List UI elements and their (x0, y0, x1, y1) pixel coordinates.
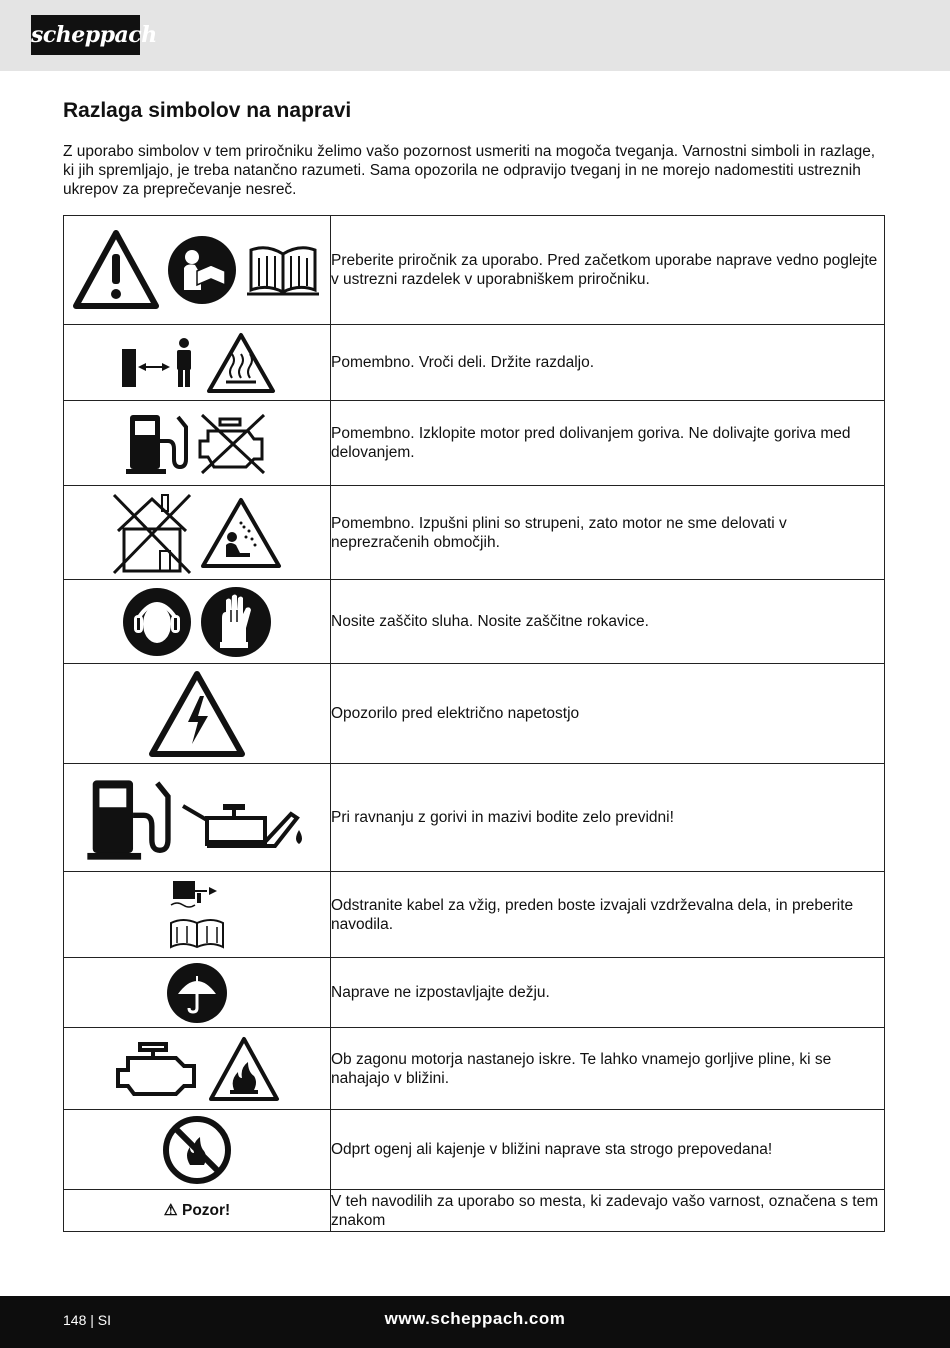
icon-cell (64, 486, 331, 580)
symbol-row (64, 764, 885, 872)
open-book-icon (245, 242, 321, 298)
no-indoor-use-icon (112, 491, 192, 575)
caution-label-text: Pozor! (182, 1202, 231, 1219)
intro-paragraph: Z uporabo simbolov v tem priročniku želimo vašo pozornost usmeriti na mogoča tveganja. Varnostni simboli in razlage, ki jih spremljajo, je treba natančno razumeti. Sama opozorila ne odpravijo tveganj in ne morejo nadomestiti ustreznih ukrepov za preprečevanje nesreč. (63, 143, 876, 198)
keep-distance-icon (118, 335, 198, 391)
icon-cell (64, 1190, 331, 1232)
symbol-row (64, 401, 885, 486)
spark-plug-manual-icon (167, 879, 227, 951)
symbol-description: Odprt ogenj ali kajenje v bližini naprave sta strogo prepovedana! (331, 1110, 885, 1190)
symbol-description: Pomembno. Izpušni plini so strupeni, zato motor ne sme delovati v neprezračenih območjih. (331, 486, 885, 580)
symbol-row (64, 1110, 885, 1190)
symbol-description: Pri ravnanju z gorivi in mazivi bodite zelo previdni! (331, 764, 885, 872)
symbol-description: Pomembno. Vroči deli. Držite razdaljo. (331, 325, 885, 401)
symbol-row (64, 664, 885, 764)
icon-cell (64, 580, 331, 664)
symbol-description: V teh navodilih za uporabo so mesta, ki zadevajo vašo varnost, označena s tem znakom (331, 1190, 885, 1232)
gloves-icon (200, 586, 272, 658)
toxic-fumes-warning-icon (200, 497, 282, 569)
fuel-pump-icon (126, 411, 188, 475)
page-language: SI (97, 1312, 112, 1328)
icon-cell (64, 216, 331, 325)
footer-website-link[interactable]: www.scheppach.com (384, 1309, 566, 1328)
read-manual-icon (167, 235, 237, 305)
symbol-description: Ob zagonu motorja nastanejo iskre. Te lahko vnamejo gorljive pline, ki se nahajajo v bližini. (331, 1028, 885, 1110)
icon-cell (64, 401, 331, 486)
engine-icon (114, 1038, 200, 1100)
symbol-description: Pomembno. Izklopite motor pred dolivanjem goriva. Ne dolivajte goriva med delovanjem. (331, 401, 885, 486)
ear-protection-icon (122, 587, 192, 657)
header-bar (0, 0, 950, 71)
caution-label (164, 1202, 230, 1219)
symbol-row (64, 872, 885, 958)
icon-cell (64, 1110, 331, 1190)
brand-logo: scheppach (31, 15, 140, 55)
hot-surface-warning-icon (206, 332, 276, 394)
page-separator: | (90, 1312, 94, 1328)
page-number-value: 148 (63, 1312, 87, 1328)
keep-dry-umbrella-icon (166, 962, 228, 1024)
warning-triangle-icon (73, 230, 159, 310)
symbol-row (64, 486, 885, 580)
flammable-warning-icon (208, 1036, 280, 1102)
symbol-row (64, 1190, 885, 1232)
symbols-table (63, 215, 885, 1232)
icon-cell (64, 872, 331, 958)
electric-voltage-warning-icon (148, 670, 246, 758)
symbol-description: Nosite zaščito sluha. Nosite zaščitne rokavice. (331, 580, 885, 664)
symbol-row (64, 580, 885, 664)
engine-off-icon (196, 411, 268, 475)
no-open-flame-icon (162, 1115, 232, 1185)
icon-cell (64, 664, 331, 764)
symbol-description: Preberite priročnik za uporabo. Pred začetkom uporabe naprave vedno poglejte v ustrezni razdelek v uporabniškem priročniku. (331, 216, 885, 325)
symbol-row (64, 958, 885, 1028)
symbol-row (64, 325, 885, 401)
icon-cell (64, 1028, 331, 1110)
symbol-row (64, 1028, 885, 1110)
symbol-description: Odstranite kabel za vžig, preden boste izvajali vzdrževalna dela, in preberite navodila. (331, 872, 885, 958)
oil-can-icon (179, 786, 307, 850)
symbol-description: Naprave ne izpostavljajte dežju. (331, 958, 885, 1028)
symbol-row (64, 216, 885, 325)
icon-cell (64, 764, 331, 872)
caution-warning-icon: ⚠ (163, 1202, 178, 1219)
symbol-description: Opozorilo pred električno napetostjo (331, 664, 885, 764)
icon-cell (64, 958, 331, 1028)
page-title: Razlaga simbolov na napravi (63, 99, 352, 122)
footer-bar (0, 1296, 950, 1348)
fuel-pump-icon (87, 775, 171, 861)
icon-cell (64, 325, 331, 401)
